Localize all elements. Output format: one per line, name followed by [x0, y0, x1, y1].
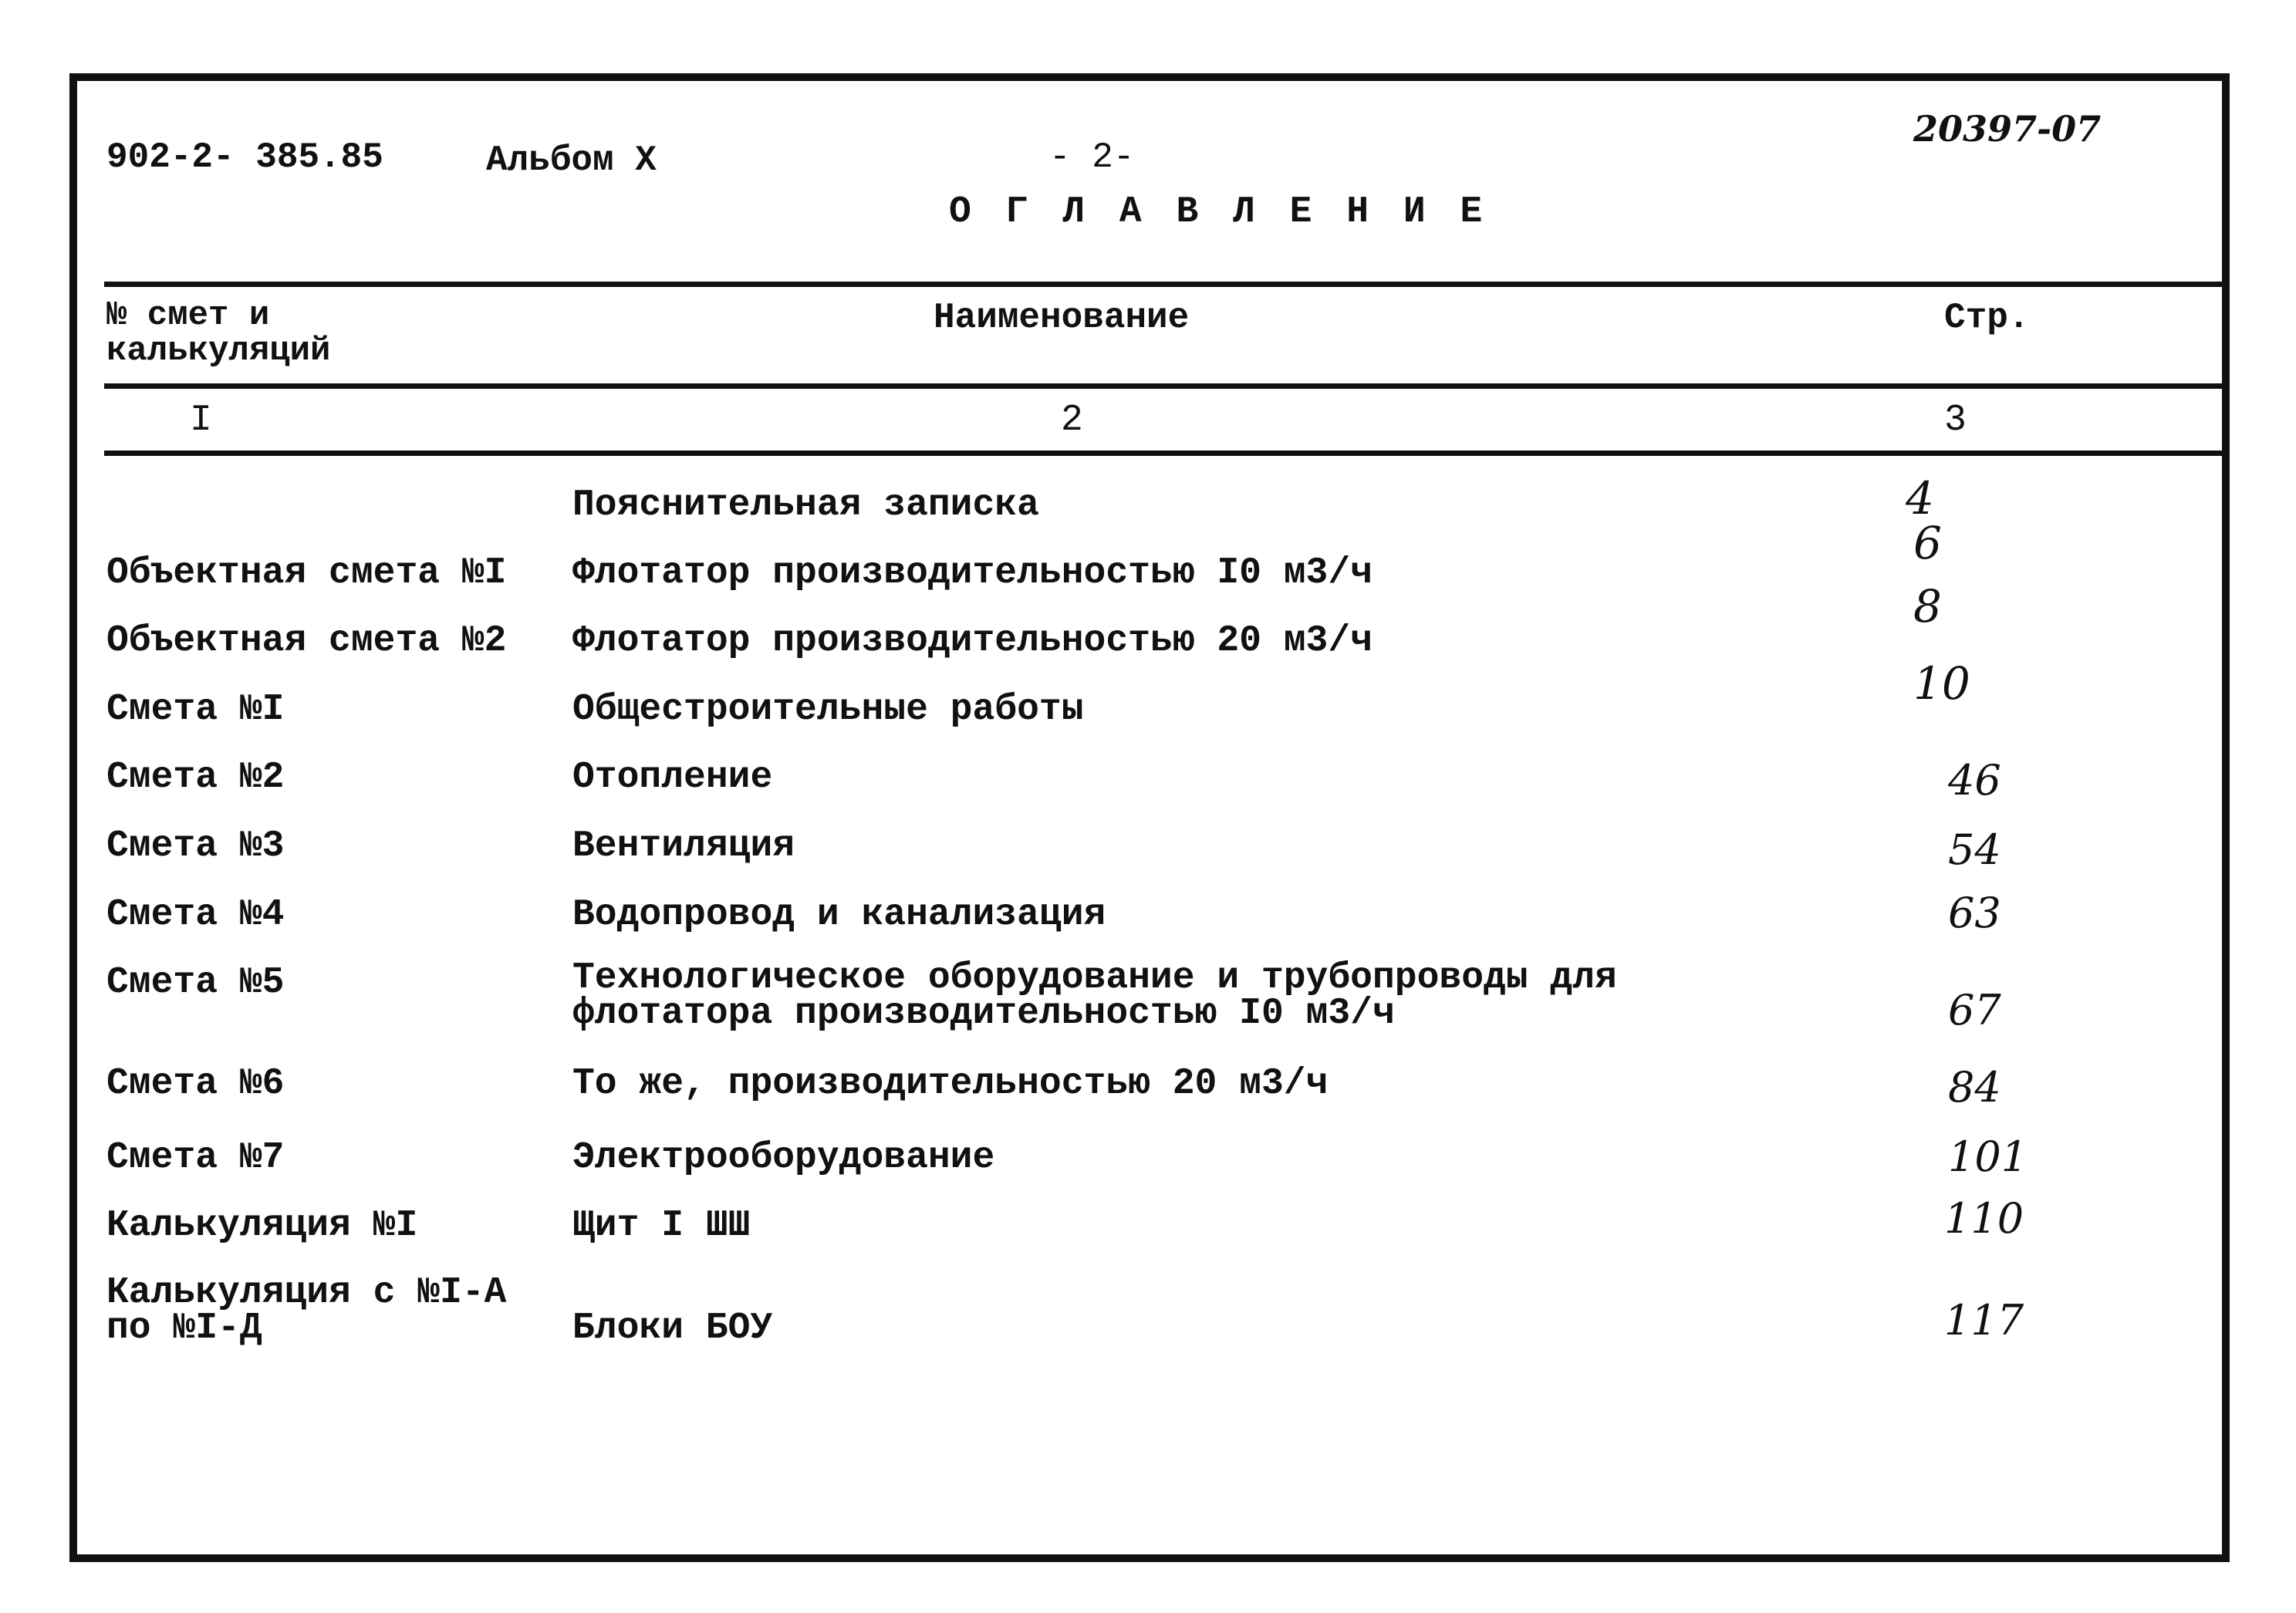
row-id: Смета №5: [106, 962, 285, 1004]
col-number-1: I: [190, 400, 212, 441]
col-number-3: 3: [1944, 400, 1967, 441]
archive-number: 20397-07: [1913, 108, 2102, 150]
row-name: Технологическое оборудование и трубопроводы для флотатора производительностью I0 м3/ч: [572, 957, 1617, 1034]
row-page: 6: [1913, 517, 1942, 569]
row-name: То же, производительностью 20 м3/ч: [572, 1063, 1329, 1105]
row-name: Флотатор производительностью 20 м3/ч: [572, 620, 1373, 662]
row-page: 84: [1948, 1063, 2001, 1112]
row-id: Объектная смета №2: [106, 620, 507, 662]
header-rule-top: [104, 282, 2230, 287]
row-id: Смета №4: [106, 894, 285, 936]
row-name: Пояснительная записка: [572, 484, 1039, 526]
row-name: Щит I ШШ: [572, 1205, 751, 1247]
row-id: Смета №2: [106, 757, 285, 798]
col-number-2: 2: [1061, 400, 1083, 441]
row-page: 101: [1948, 1132, 2028, 1181]
doc-code: 902-2- 385.85: [106, 137, 383, 177]
album-label: Альбом X: [486, 140, 657, 181]
row-page: 63: [1948, 889, 2001, 937]
row-page: 54: [1948, 825, 2001, 874]
row-id: Смета №3: [106, 825, 285, 867]
row-id: Смета №6: [106, 1063, 285, 1105]
row-page: 4: [1906, 472, 1934, 525]
row-page: 10: [1913, 657, 1970, 710]
row-page: 46: [1948, 756, 2001, 805]
row-page: 117: [1944, 1296, 2024, 1345]
row-id: Объектная смета №I: [106, 552, 507, 594]
row-name: Флотатор производительностью I0 м3/ч: [572, 552, 1373, 594]
row-name: Общестроительные работы: [572, 689, 1084, 731]
page-title: О Г Л А В Л Е Н И Е: [949, 191, 1489, 233]
col-header-estimates: № смет и калькуляций: [106, 296, 331, 370]
col-header-page: Стр.: [1944, 298, 2030, 338]
row-name: Отопление: [572, 757, 773, 798]
row-name: Водопровод и канализация: [572, 894, 1106, 936]
row-name: Блоки БОУ: [572, 1308, 773, 1349]
row-id: Калькуляция с №I-А по №I-Д: [106, 1272, 507, 1349]
row-name: Электрооборудование: [572, 1137, 995, 1179]
header-rule-bottom: [104, 450, 2230, 456]
row-name: Вентиляция: [572, 825, 795, 867]
col-header-name: Наименование: [934, 298, 1190, 338]
row-id: Смета №7: [106, 1137, 285, 1179]
row-page: 110: [1944, 1194, 2024, 1243]
row-page: 67: [1948, 986, 2001, 1034]
row-id: Калькуляция №I: [106, 1205, 418, 1247]
row-page: 8: [1913, 580, 1942, 633]
row-id: Смета №I: [106, 689, 285, 731]
header-rule-middle: [104, 383, 2230, 389]
page-number: - 2-: [1049, 137, 1135, 177]
